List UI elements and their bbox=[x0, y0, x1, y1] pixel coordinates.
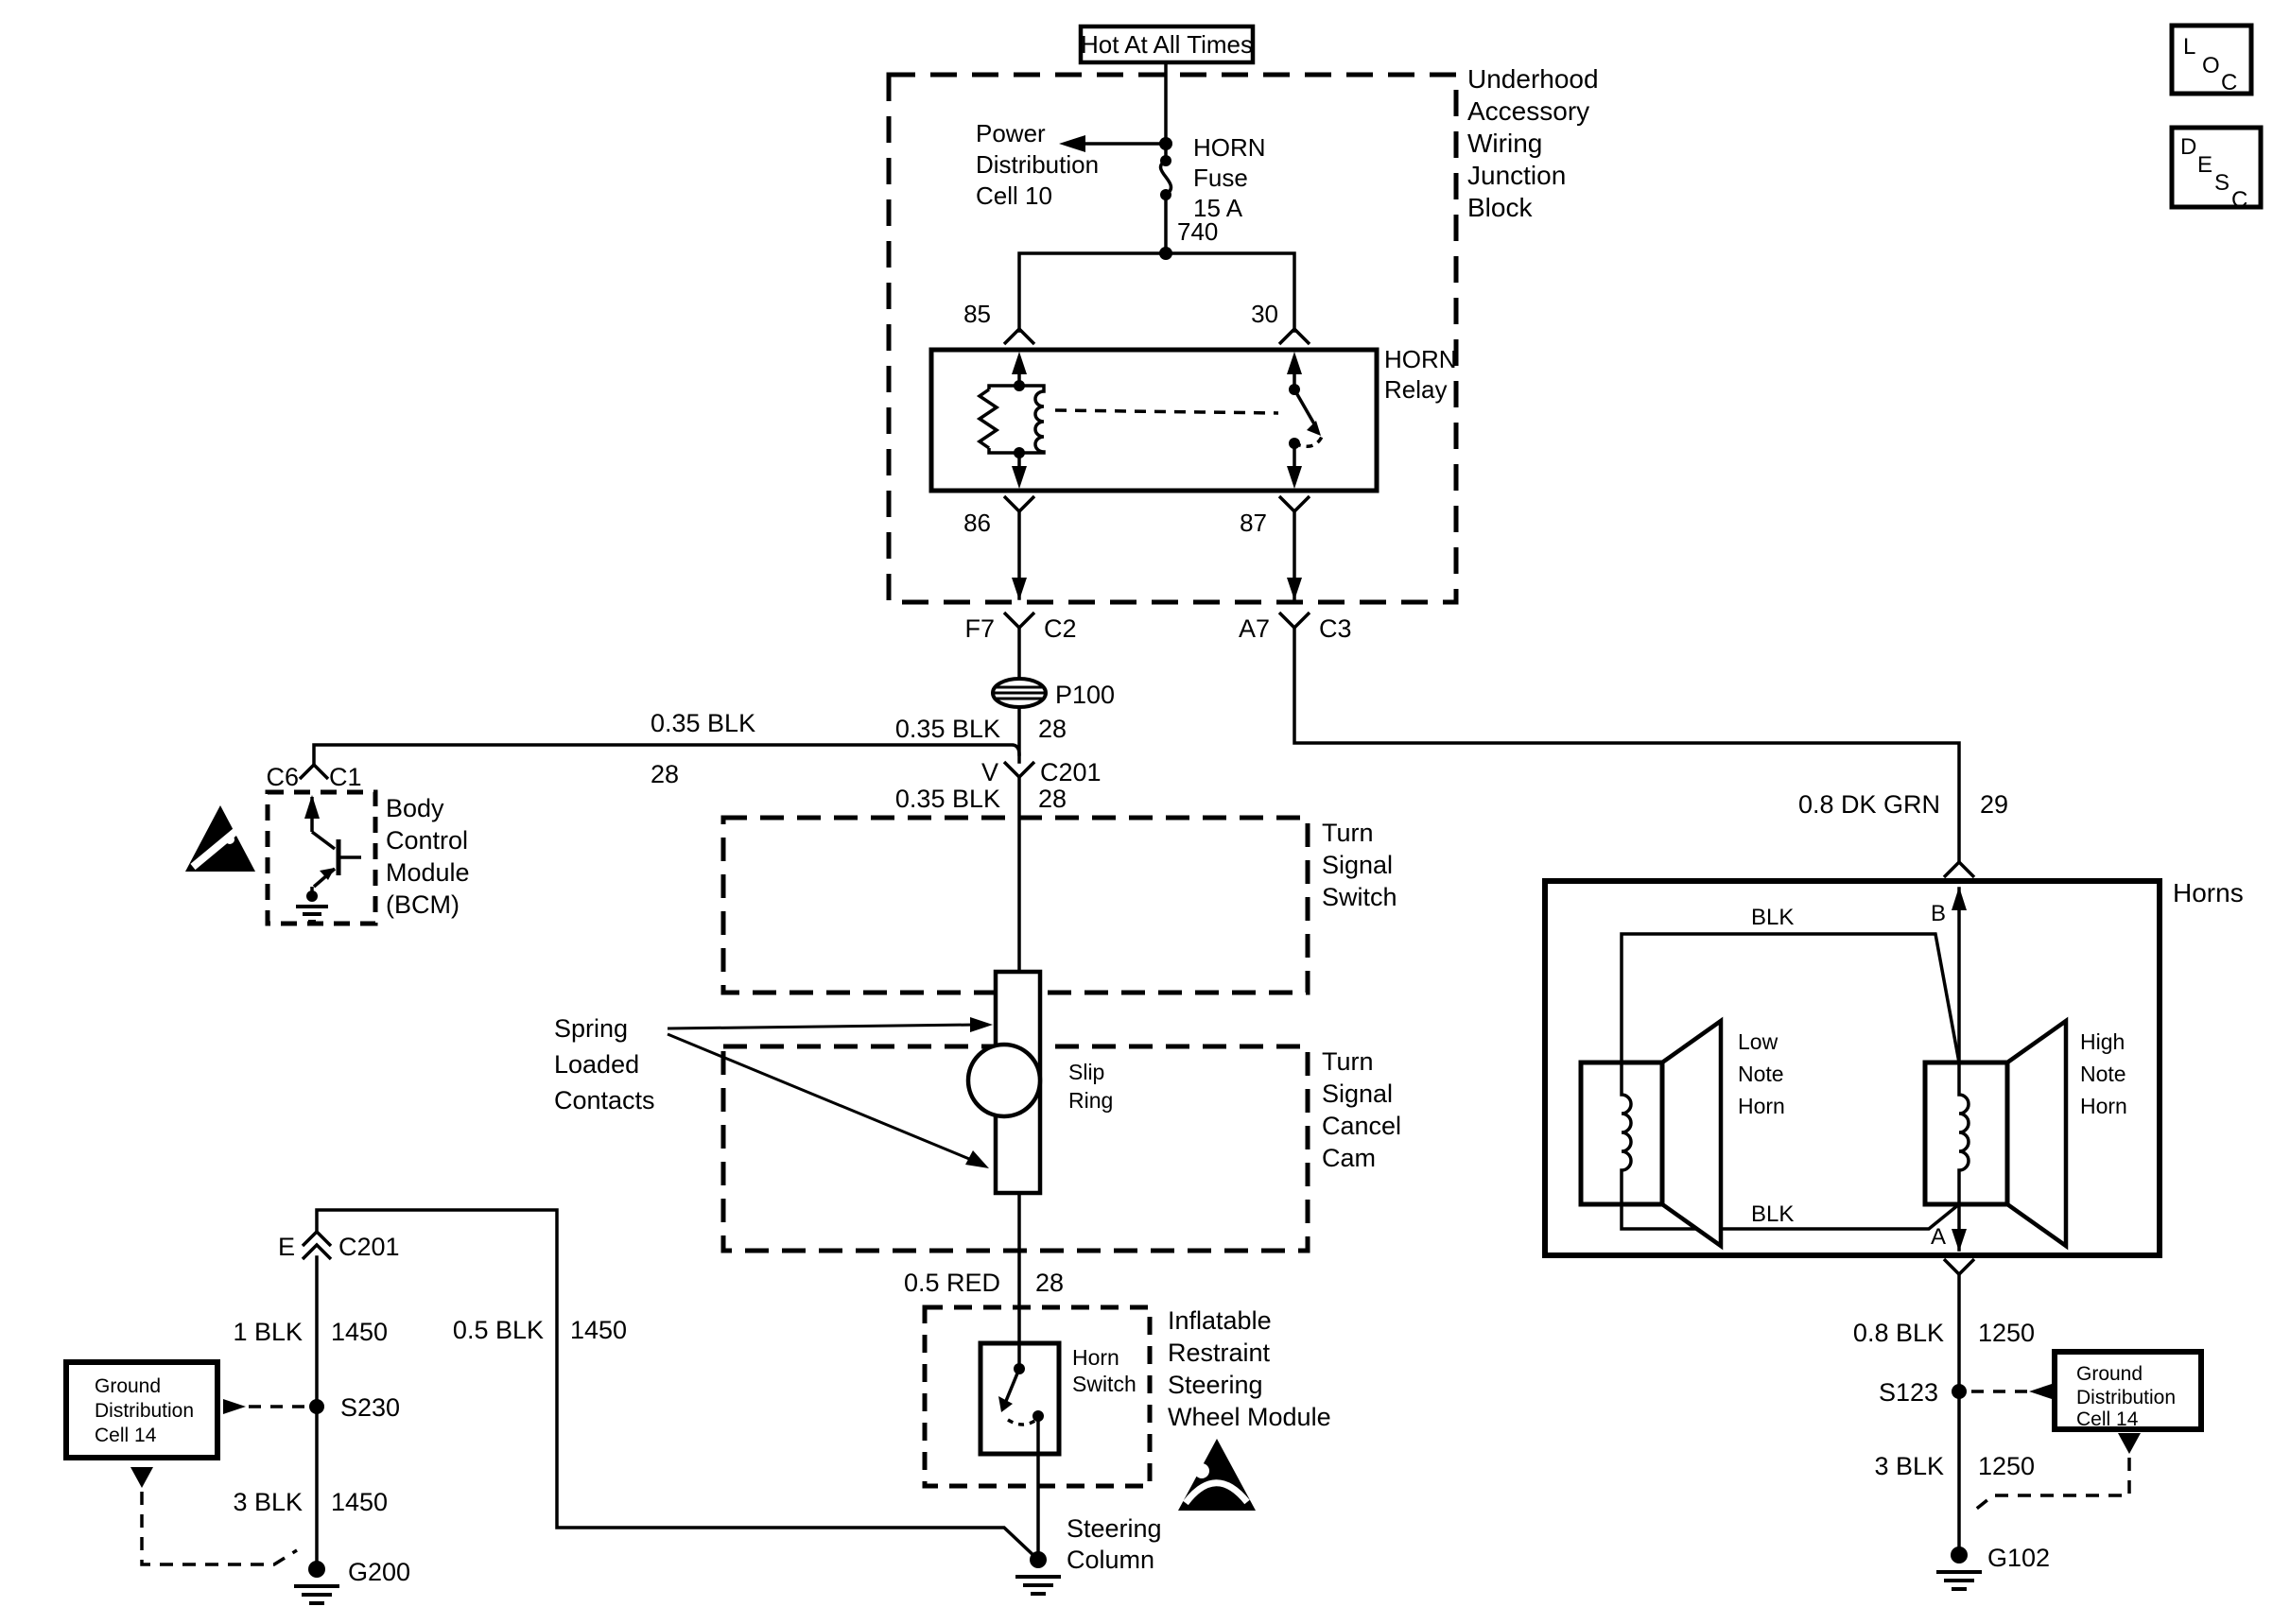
ground-cell-left-label: Ground bbox=[95, 1375, 162, 1397]
junction-block-label: Wiring bbox=[1467, 129, 1543, 158]
a7-c3-connector-icon bbox=[1279, 613, 1310, 628]
wire-label: 0.8 BLK bbox=[1852, 1319, 1944, 1347]
ground-cell-right-label: Cell 14 bbox=[2076, 1408, 2139, 1430]
desc-letter[interactable]: D bbox=[2180, 134, 2197, 160]
edge-arrowheads bbox=[1012, 135, 1967, 1252]
g200-ground-icon bbox=[294, 1561, 339, 1603]
junction-block-label: Block bbox=[1467, 193, 1533, 222]
wire-label: 0.35 BLK bbox=[894, 785, 1000, 813]
ground-cell-left-label: Distribution bbox=[95, 1400, 195, 1422]
loc-letter[interactable]: C bbox=[2221, 70, 2238, 95]
blk-top-label: BLK bbox=[1751, 905, 1795, 930]
bcm-label: (BCM) bbox=[386, 890, 460, 919]
arrow-into-f7 bbox=[1012, 578, 1027, 600]
loc-letter[interactable]: L bbox=[2183, 34, 2196, 60]
desc-letter[interactable]: S bbox=[2214, 170, 2230, 196]
v-label: V bbox=[980, 758, 998, 786]
steering-column-label: Steering bbox=[1067, 1514, 1162, 1543]
junction-block-label: Accessory bbox=[1467, 96, 1590, 126]
wire-label: 1 BLK bbox=[233, 1318, 303, 1346]
fuse-label: HORN bbox=[1193, 133, 1266, 162]
relay-label: Relay bbox=[1384, 375, 1448, 404]
desc-letter[interactable]: C bbox=[2231, 187, 2248, 213]
component-outlines bbox=[268, 75, 1456, 1486]
horns-title: Horns bbox=[2173, 878, 2244, 907]
labels bbox=[95, 30, 2244, 1586]
e-c201-connector-icon bbox=[303, 1232, 331, 1259]
splice-s123 bbox=[1952, 1384, 1967, 1399]
s123-label: S123 bbox=[1878, 1378, 1938, 1407]
circuit-label: 1250 bbox=[1978, 1319, 2036, 1347]
wire-return-loop bbox=[317, 1210, 1038, 1560]
ref-arrow-left-icon bbox=[2029, 1384, 2052, 1399]
irswm-label: Steering bbox=[1168, 1371, 1263, 1399]
bcm-label: Module bbox=[386, 858, 470, 887]
f7-c2-connector-icon bbox=[1004, 613, 1034, 628]
low-note-horn-label: Note bbox=[1738, 1062, 1784, 1086]
horn-relay bbox=[931, 350, 1377, 491]
turn-signal-switch-label: Switch bbox=[1322, 883, 1397, 911]
horn-switch-label: Horn bbox=[1072, 1345, 1119, 1370]
g102-label: G102 bbox=[1987, 1544, 2051, 1572]
cancel-cam-label: Cancel bbox=[1322, 1112, 1402, 1140]
esd-warning-icon bbox=[185, 805, 255, 872]
wire-label: 3 BLK bbox=[1874, 1452, 1944, 1480]
circuit-label: 29 bbox=[1980, 790, 2009, 819]
low-note-horn-icon bbox=[1581, 1021, 1721, 1246]
cancel-cam-label: Turn bbox=[1322, 1047, 1374, 1076]
circuit-label: 28 bbox=[1038, 785, 1067, 813]
c2-label: C2 bbox=[1044, 614, 1077, 643]
desc-button[interactable] bbox=[2172, 128, 2261, 213]
c6-c1-connector-icon bbox=[300, 765, 328, 779]
b-connector-icon bbox=[1944, 862, 1974, 877]
ground-cell-right-label: Ground bbox=[2076, 1363, 2143, 1385]
spring-contacts-label: Spring bbox=[554, 1014, 629, 1043]
bcm-internals bbox=[185, 795, 361, 922]
bcm-label: Body bbox=[386, 794, 444, 822]
irswm-label: Inflatable bbox=[1168, 1306, 1272, 1335]
ground-cell-right-label: Distribution bbox=[2076, 1387, 2177, 1408]
pin85-connector-icon bbox=[1004, 329, 1034, 344]
fuse-label: Fuse bbox=[1193, 164, 1248, 192]
circuit-label: 1250 bbox=[1978, 1452, 2036, 1480]
spring-contacts-label: Contacts bbox=[554, 1086, 655, 1114]
ref-arrow-down-icon-2 bbox=[2118, 1433, 2141, 1454]
slip-ring-label: Slip bbox=[1068, 1060, 1105, 1084]
p100-grommet-icon bbox=[993, 679, 1046, 707]
e-label: E bbox=[277, 1233, 295, 1261]
desc-letter[interactable]: E bbox=[2197, 152, 2213, 178]
v-c201-connector-icon bbox=[1004, 762, 1034, 777]
high-note-horn-label: Horn bbox=[2080, 1094, 2127, 1118]
wire-dkgrn bbox=[1294, 628, 1959, 862]
circuit-label: 1450 bbox=[570, 1316, 628, 1344]
ground-cell-left-label: Cell 14 bbox=[95, 1425, 157, 1446]
turn-signal-switch-box bbox=[723, 818, 1308, 993]
irswm-label: Wheel Module bbox=[1168, 1403, 1331, 1431]
wire-label: 3 BLK bbox=[233, 1488, 303, 1516]
low-note-horn-label: Low bbox=[1738, 1029, 1778, 1054]
p100-label: P100 bbox=[1055, 681, 1116, 709]
arrow-into-a7 bbox=[1287, 578, 1302, 600]
arrow-up-b bbox=[1952, 887, 1967, 910]
wire-label: 0.35 BLK bbox=[894, 715, 1000, 743]
cancel-cam-label: Signal bbox=[1322, 1080, 1394, 1108]
blk-bottom-label: BLK bbox=[1751, 1201, 1795, 1227]
c1-label: C1 bbox=[329, 763, 362, 791]
a-label: A bbox=[1930, 1224, 1946, 1250]
horns-assembly bbox=[1545, 881, 2160, 1255]
splice-s230 bbox=[309, 1399, 324, 1414]
circuit-740-label: 740 bbox=[1177, 217, 1219, 246]
f7-label: F7 bbox=[964, 614, 995, 643]
arrow-up-c1 bbox=[304, 795, 320, 819]
ref-arrow-down-icon bbox=[130, 1467, 153, 1488]
high-note-horn-icon bbox=[1925, 1021, 2066, 1246]
power-dist-label: Power bbox=[976, 119, 1046, 147]
turn-signal-switch-label: Turn bbox=[1322, 819, 1374, 847]
wire-label: 0.8 DK GRN bbox=[1797, 790, 1940, 819]
high-note-horn-label: Note bbox=[2080, 1062, 2126, 1086]
power-dist-label: Cell 10 bbox=[976, 181, 1052, 210]
junction-block-label: Underhood bbox=[1467, 64, 1599, 94]
bcm-label: Control bbox=[386, 826, 469, 855]
power-dist-label: Distribution bbox=[976, 150, 1100, 179]
circuit-label: 1450 bbox=[331, 1318, 389, 1346]
steering-column-label: Column bbox=[1067, 1546, 1155, 1574]
relay-box bbox=[931, 350, 1377, 491]
turn-signal-switch-label: Signal bbox=[1322, 851, 1394, 879]
a7-label: A7 bbox=[1238, 614, 1270, 643]
low-note-horn-label: Horn bbox=[1738, 1094, 1785, 1118]
steering-column-ground-icon bbox=[1015, 1551, 1061, 1594]
irswm-label: Restraint bbox=[1168, 1339, 1271, 1367]
circuit-label: 28 bbox=[1035, 1269, 1065, 1297]
loc-letter[interactable]: O bbox=[2202, 53, 2220, 78]
relay-label: HORN bbox=[1384, 345, 1457, 373]
g200-label: G200 bbox=[348, 1558, 411, 1586]
pin-30-label: 30 bbox=[1251, 300, 1278, 328]
g102-ground-icon bbox=[1936, 1546, 1982, 1589]
bcm-ground-icon bbox=[296, 907, 328, 922]
pin86-connector-icon bbox=[1004, 496, 1034, 511]
c201-e-label: C201 bbox=[338, 1233, 400, 1261]
b-label: B bbox=[1930, 901, 1946, 926]
a-connector-icon bbox=[1944, 1259, 1974, 1274]
s230-label: S230 bbox=[340, 1393, 401, 1422]
wire-blk-top bbox=[1622, 934, 1959, 1063]
ref-arrow-right-icon bbox=[223, 1399, 246, 1414]
pin-85-label: 85 bbox=[963, 300, 991, 328]
circuit-label: 1450 bbox=[331, 1488, 389, 1516]
slip-ring-icon bbox=[968, 1045, 1040, 1116]
high-note-horn-label: High bbox=[2080, 1029, 2126, 1054]
c201-label: C201 bbox=[1040, 758, 1102, 786]
pin87-connector-icon bbox=[1279, 496, 1310, 511]
wire-label: 0.5 BLK bbox=[452, 1316, 544, 1344]
spring-contacts-label: Loaded bbox=[554, 1050, 640, 1079]
cancel-cam-label: Cam bbox=[1322, 1144, 1377, 1172]
srs-warning-icon bbox=[1178, 1439, 1256, 1511]
circuit-label: 28 bbox=[651, 760, 680, 788]
spring-contact-arrows bbox=[668, 1017, 993, 1168]
horn-switch-label: Switch bbox=[1072, 1372, 1136, 1396]
wire-label: 0.5 RED bbox=[903, 1269, 1000, 1297]
hot-at-all-times-label: Hot At All Times bbox=[1080, 30, 1254, 59]
c3-label: C3 bbox=[1319, 614, 1352, 643]
slip-ring-label: Ring bbox=[1068, 1088, 1114, 1113]
pin-86-label: 86 bbox=[963, 509, 991, 537]
pin30-connector-icon bbox=[1279, 329, 1310, 344]
pin-87-label: 87 bbox=[1240, 509, 1267, 537]
wire-label: 0.35 BLK bbox=[651, 709, 756, 737]
fuse-label: 15 A bbox=[1193, 194, 1243, 222]
c6-label: C6 bbox=[266, 763, 299, 791]
junction-block-label: Junction bbox=[1467, 161, 1567, 190]
loc-button[interactable] bbox=[2172, 26, 2251, 95]
arrow-down-a bbox=[1952, 1229, 1967, 1252]
circuit-label: 28 bbox=[1038, 715, 1067, 743]
